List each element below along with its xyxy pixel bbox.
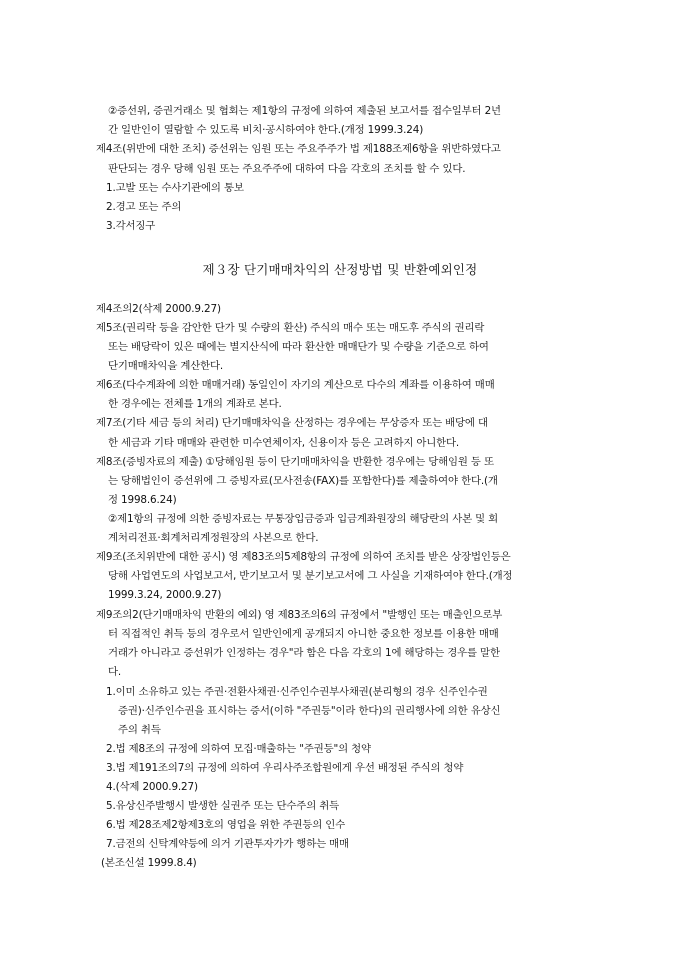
paragraph-line: 거래가 아니라고 증선위가 인정하는 경우"라 함은 다음 각호의 1에 해당하는 경우를 말한 — [108, 647, 500, 659]
chapter-heading: 제３장 단기매매차익의 산정방법 및 반환예외인정 — [202, 262, 478, 277]
list-item: 5.유상신주발행시 발생한 실권주 또는 단수주의 취득 — [106, 800, 340, 812]
footnote-line: (본조신설 1999.8.4) — [101, 857, 197, 869]
list-item: 6.법 제28조제2항제3호의 영업을 위한 주권등의 인수 — [106, 819, 346, 831]
paragraph-line: ②증선위, 증권거래소 및 협회는 제1항의 규정에 의하여 제출된 보고서를 접수일부터 2년 — [108, 105, 501, 117]
list-item: 4.(삭제 2000.9.27) — [106, 781, 198, 793]
article-heading-line: 제7조(기타 세금 등의 처리) 단기매매차익을 산정하는 경우에는 무상증자 또는 배당에 대 — [96, 417, 488, 429]
list-item: 3.각서징구 — [106, 220, 156, 232]
list-item-continuation: 증권)·신주인수권을 표시하는 증서(이하 "주권등"이라 한다)의 권리행사에 의한 유상신 — [118, 705, 501, 717]
article-heading-line: 제5조(권리락 등을 감안한 단가 및 수량의 환산) 주식의 매수 또는 매도후 주식의 권리락 — [96, 322, 485, 334]
paragraph-line: 1999.3.24, 2000.9.27) — [108, 589, 222, 601]
list-item: 1.이미 소유하고 있는 주권·전환사채권·신주인수권부사채권(분리형의 경우 신주인수권 — [106, 686, 488, 698]
list-item: 2.경고 또는 주의 — [106, 201, 182, 213]
paragraph-line: 판단되는 경우 당해 임원 또는 주요주주에 대하여 다음 각호의 조치를 할 수 있다. — [108, 163, 466, 175]
article-heading-line: 제6조(다수계좌에 의한 매매거래) 동일인이 자기의 계산으로 다수의 계좌를 이용하여 매매 — [96, 379, 495, 391]
paragraph-line: 터 직접적인 취득 등의 경우로서 일반인에게 공개되지 아니한 중요한 정보를 이용한 매매 — [108, 628, 499, 640]
list-item-continuation: 주의 취득 — [118, 724, 161, 736]
paragraph-line: 또는 배당락이 있은 때에는 별지산식에 따라 환산한 매매단가 및 수량을 기준으로 하여 — [108, 341, 489, 353]
paragraph-line: 한 세금과 기타 매매와 관련한 미수연체이자, 신용이자 등은 고려하지 아니한다. — [108, 437, 460, 449]
list-item: 7.금전의 신탁계약등에 의거 기관투자가가 행하는 매매 — [106, 838, 349, 850]
article-heading-line: 제9조의2(단기매매차익 반환의 예외) 영 제83조의6의 규정에서 "발행인 또는 매출인으로부 — [96, 609, 503, 621]
paragraph-line: 한 경우에는 전체를 1개의 계좌로 본다. — [108, 398, 282, 410]
list-item: 1.고발 또는 수사기관에의 통보 — [106, 182, 244, 194]
article-4-heading-line: 제4조(위반에 대한 조치) 증선위는 임원 또는 주요주주가 법 제188조제6항을 위반하였다고 — [96, 143, 501, 155]
paragraph-line: 간 일반인이 열람할 수 있도록 비치·공시하여야 한다.(개정 1999.3.24) — [108, 124, 424, 136]
paragraph-line: 다. — [108, 666, 122, 678]
article-heading-line: 제9조(조치위반에 대한 공시) 영 제83조의5제8항의 규정에 의하여 조치를 받은 상장법인등은 — [96, 551, 511, 563]
paragraph-line: ②제1항의 규정에 의한 증빙자료는 무통장입금증과 입금계좌원장의 해당란의 사본 및 회 — [108, 513, 499, 525]
list-item: 2.법 제8조의 규정에 의하여 모집·매출하는 "주권등"의 청약 — [106, 743, 371, 755]
paragraph-line: 계처리전표·회계처리계정원장의 사본으로 한다. — [108, 532, 319, 544]
article-heading-line: 제4조의2(삭제 2000.9.27) — [96, 303, 221, 315]
paragraph-line: 단기매매차익을 계산한다. — [108, 360, 224, 372]
list-item: 3.법 제191조의7의 규정에 의하여 우리사주조합원에게 우선 배정된 주식의 청약 — [106, 762, 464, 774]
paragraph-line: 정 1998.6.24) — [108, 494, 177, 506]
article-heading-line: 제8조(증빙자료의 제출) ①당해임원 등이 단기매매차익을 반환한 경우에는 당해임원 등 또 — [96, 456, 494, 468]
paragraph-line: 는 당해법인이 증선위에 그 증빙자료(모사전송(FAX)를 포함한다)를 제출하여야 한다.(개 — [108, 475, 498, 487]
paragraph-line: 당해 사업연도의 사업보고서, 반기보고서 및 분기보고서에 그 사실을 기재하여야 한다.(개정 — [108, 570, 513, 582]
